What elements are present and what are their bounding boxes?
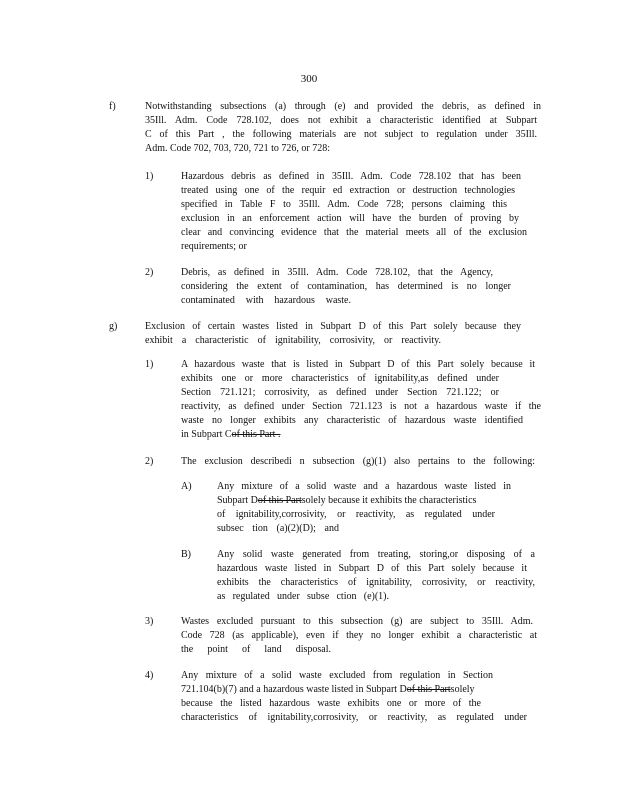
item-g2-line: The exclusion describedi n subsection (g)(1) also pertains to the following:	[181, 456, 535, 467]
item-g1-label: 1)	[145, 359, 154, 370]
item-f1-line: clear and convincing evidence that the material meets all of the exclusion	[181, 227, 527, 238]
item-f1-line: specified in Table F to 35Ill. Adm. Code 728; persons claiming this	[181, 199, 507, 210]
item-g1-last-line	[181, 429, 280, 441]
section-f-line: C of this Part , the following materials are not subject to regulation under 35Ill.	[145, 129, 537, 140]
item-g1-line: reactivity, as defined under Section 721.123 is not a hazardous waste if the	[181, 401, 541, 412]
subitem-b-line: hazardous waste listed in Subpart D of this Part solely because it	[217, 563, 527, 574]
section-g-line: exhibit a characteristic of ignitability, corrosivity, or reactivity.	[145, 335, 441, 346]
item-g1-struck-text: of this Part .	[231, 429, 281, 440]
item-g1-line: waste no longer exhibits any characteristic of hazardous waste identified	[181, 415, 523, 426]
section-f-line: Notwithstanding subsections (a) through (e) and provided the debris, as defined in	[145, 101, 541, 112]
item-f2-label: 2)	[145, 267, 154, 278]
subitem-b-line: Any solid waste generated from treating, storing,or disposing of a	[217, 549, 535, 560]
subitem-b-line: exhibits the characteristics of ignitability, corrosivity, or reactivity,	[217, 577, 535, 588]
item-g2-label: 2)	[145, 456, 154, 467]
item-f1-label: 1)	[145, 171, 154, 182]
subitem-a-text: Subpart D	[217, 495, 258, 506]
subitem-a-line: Any mixture of a solid waste and a hazardous waste listed in	[217, 481, 511, 492]
item-g4-line: Any mixture of a solid waste excluded from regulation in Section	[181, 670, 493, 681]
section-f-line: 35Ill. Adm. Code 728.102, does not exhibit a characteristic identified at Subpart	[145, 115, 537, 126]
item-g3-line: Code 728 (as applicable), even if they no longer exhibit a characteristic at	[181, 630, 537, 641]
section-f-line: Adm. Code 702, 703, 720, 721 to 726, or 728:	[145, 143, 330, 154]
subitem-b-label: B)	[181, 549, 191, 560]
item-f1-line: requirements; or	[181, 241, 247, 252]
subitem-a-text: solely because it exhibits the characteristics	[301, 495, 477, 506]
page-number: 300	[300, 73, 318, 85]
section-g-line: Exclusion of certain wastes listed in Subpart D of this Part solely because they	[145, 321, 521, 332]
item-g1-line: A hazardous waste that is listed in Subpart D of this Part solely because it	[181, 359, 535, 370]
item-f2-line: considering the extent of contamination, has determined is no longer	[181, 281, 511, 292]
subitem-a-label: A)	[181, 481, 192, 492]
item-g4-text: 721.104(b)(7) and a hazardous waste listed in Subpart D	[181, 684, 407, 695]
item-g4-text: solely	[450, 684, 475, 695]
item-g4-struck-text: of this Part	[406, 684, 451, 695]
item-f1-line: Hazardous debris as defined in 35Ill. Adm. Code 728.102 that has been	[181, 171, 521, 182]
section-f-label: f)	[109, 101, 116, 112]
item-g3-line: the point of land disposal.	[181, 644, 331, 655]
subitem-b-line: as regulated under subse ction (e)(1).	[217, 591, 389, 602]
item-f1-line: treated using one of the requir ed extraction or destruction technologies	[181, 185, 515, 196]
subitem-a-line	[217, 495, 476, 507]
item-g1-line: Section 721.121; corrosivity, as defined under Section 721.122; or	[181, 387, 499, 398]
item-g4-line: because the listed hazardous waste exhibits one or more of the	[181, 698, 481, 709]
item-g4-label: 4)	[145, 670, 154, 681]
item-f2-line: Debris, as defined in 35Ill. Adm. Code 728.102, that the Agency,	[181, 267, 493, 278]
subitem-a-line: subsec tion (a)(2)(D); and	[217, 523, 339, 534]
item-g3-label: 3)	[145, 616, 154, 627]
item-f2-line: contaminated with hazardous waste.	[181, 295, 351, 306]
subitem-a-line: of ignitability,corrosivity, or reactivity, as regulated under	[217, 509, 495, 520]
item-g1-last-text: in Subpart C	[181, 429, 232, 440]
item-g1-line: exhibits one or more characteristics of ignitability,as defined under	[181, 373, 499, 384]
section-g-label: g)	[109, 321, 118, 332]
subitem-a-struck-text: of this Part	[257, 495, 302, 506]
item-g4-line: characteristics of ignitability,corrosivity, or reactivity, as regulated under	[181, 712, 527, 723]
item-g4-line	[181, 684, 475, 696]
item-g3-line: Wastes excluded pursuant to this subsection (g) are subject to 35Ill. Adm.	[181, 616, 533, 627]
item-f1-line: exclusion in an enforcement action will have the burden of proving by	[181, 213, 519, 224]
